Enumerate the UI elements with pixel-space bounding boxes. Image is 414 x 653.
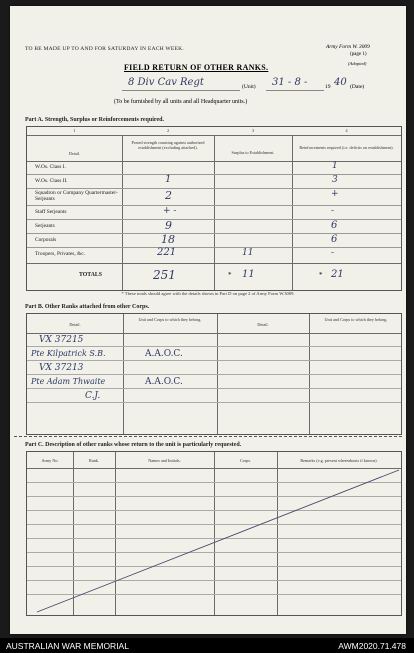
year-handwritten: 40 (334, 77, 347, 88)
row-divider (27, 174, 401, 175)
row-reinforcements: + (331, 189, 339, 199)
row-divider (27, 188, 401, 189)
row-detail: W.Os. Class I. (35, 164, 66, 170)
form-number: Army Form W. 3009 (326, 44, 370, 50)
col-header-posted: Posted strength counting against authorized establishment (excluding attached). (131, 140, 205, 150)
row-divider (27, 205, 401, 206)
row-detail: Corporals (35, 237, 57, 243)
row-reinforcements: 1 (332, 161, 338, 171)
part-b-table (26, 313, 402, 435)
row-posted: 221 (157, 247, 177, 258)
row-detail: Staff Serjeants (35, 209, 67, 215)
row-reinforcements: - (331, 248, 335, 258)
attached-detail: C.J. (85, 391, 101, 401)
col-header-corps: Corps. (239, 458, 252, 463)
col-header-remarks: Remarks (e.g. present whereabouts if known). (300, 458, 378, 463)
col-line (214, 135, 215, 290)
row-posted: 9 (165, 219, 172, 232)
asterisk: * (319, 271, 323, 279)
col-number: 2 (166, 128, 170, 133)
row-detail: W.Os. Class II. (35, 178, 68, 184)
instruction-text: (To be furnished by all units and all Headquarter units.) (114, 99, 248, 105)
header-divider (27, 333, 401, 334)
totals-footnote: * These totals should agree with the details shown in Part D on page 2 of Army Form W.3009. (121, 291, 295, 296)
row-detail: Troopers, Privates, &c. (35, 251, 85, 257)
date-label: (Date) (350, 84, 365, 90)
row-reinforcements: 6 (331, 220, 338, 231)
form-page (10, 6, 406, 634)
col-line (122, 135, 123, 290)
date-handwritten: 31 - 8 - (272, 77, 308, 88)
col-number: 3 (251, 128, 255, 133)
col-header-rank: Rank. (89, 458, 99, 463)
row-reinforcements: 6 (331, 234, 338, 245)
footer-reference: AWM2020.71.478 (338, 641, 406, 651)
total-reinforcements: 21 (331, 269, 344, 280)
row-divider (27, 374, 401, 375)
asterisk: * (228, 271, 232, 279)
total-surplus: 11 (242, 269, 255, 280)
adopted-label: (Adopted) (348, 61, 367, 66)
part-b-heading: Part B. Other Ranks attached from other Corps. (25, 304, 150, 310)
row-posted: 2 (165, 189, 172, 202)
col-line (292, 135, 293, 290)
row-divider (27, 233, 401, 234)
row-reinforcements: - (331, 206, 335, 216)
col-header-reinforcements: Reinforcements required (i.e. deficits on establishment). (299, 145, 394, 150)
archive-footer (0, 638, 414, 653)
row-posted: 1 (165, 174, 172, 185)
part-a-table (26, 126, 402, 291)
attached-corps: A.A.O.C. (145, 377, 183, 387)
attached-detail: Pte Adam Thwaite (31, 377, 106, 386)
totals-label: TOTALS (79, 272, 102, 278)
weekly-notice: TO BE MADE UP TO AND FOR SATURDAY IN EACH WEEK. (25, 46, 184, 52)
col-number: 1 (73, 128, 76, 133)
perforation-line (14, 436, 402, 437)
row-divider (27, 360, 401, 361)
part-c-heading: Part C. Description of other ranks whose return to the unit is particularly requested. (25, 442, 242, 448)
unit-label: (Unit) (242, 84, 256, 90)
attached-detail: VX 37213 (39, 363, 84, 373)
col-header-detail: Detail. (69, 322, 81, 327)
col-header-corps: Unit and Corps to which they belong. (324, 317, 388, 322)
attached-detail: VX 37215 (39, 335, 84, 345)
col-header-surplus: Surplus to Establishment. (231, 150, 275, 155)
row-surplus: 11 (242, 248, 254, 258)
part-a-heading: Part A. Strength, Surplus or Reinforcements required. (25, 117, 164, 123)
row-divider (27, 346, 401, 347)
footer-institution: AUSTRALIAN WAR MEMORIAL (6, 641, 129, 651)
date-underline (266, 90, 324, 91)
row-posted: + - (163, 206, 177, 216)
total-posted: 251 (153, 268, 176, 282)
form-title: FIELD RETURN OF OTHER RANKS. (124, 63, 269, 72)
page-number: (page 1) (350, 52, 367, 57)
row-detail: Squadron or Company Quartermaster-Serjeants (35, 190, 118, 203)
year-prefix: 19 (325, 84, 331, 90)
row-divider (27, 263, 401, 264)
col-header-army-no: Army No. (41, 458, 59, 463)
row-divider (27, 388, 401, 389)
attached-corps: A.A.O.C. (145, 349, 183, 359)
row-posted: 18 (161, 233, 175, 246)
unit-underline (122, 90, 240, 91)
col-header-corps: Unit and Corps to which they belong. (138, 317, 202, 322)
row-detail: Serjeants (35, 223, 55, 229)
col-number: 4 (345, 128, 348, 133)
row-divider (27, 219, 401, 220)
part-c-table (26, 451, 402, 616)
strike-through-line (27, 452, 401, 615)
attached-detail: Pte Kilpatrick S.B. (31, 349, 106, 358)
unit-handwritten: 8 Div Cav Regt (128, 77, 204, 88)
col-header-names: Names and Initials. (148, 458, 181, 463)
row-reinforcements: 3 (332, 175, 338, 185)
col-header-detail: Detail. (257, 322, 269, 327)
row-divider (27, 402, 401, 403)
col-header-detail: Detail. (68, 151, 81, 156)
row-divider (27, 247, 401, 248)
